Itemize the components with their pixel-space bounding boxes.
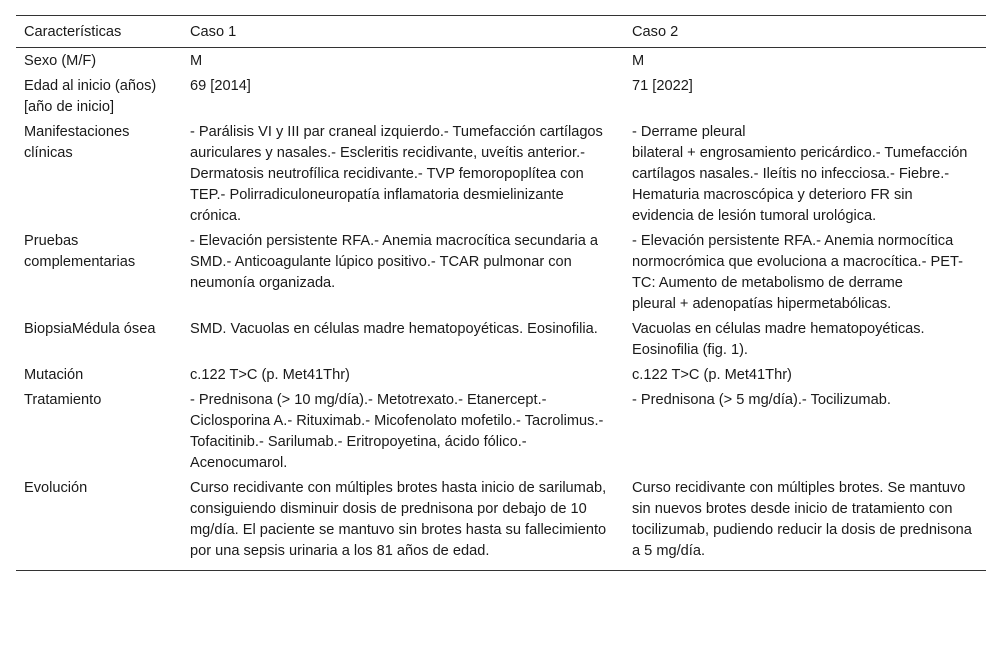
row-label: Pruebas complementarias (24, 233, 136, 270)
caso-1-cell: - Prednisona (> 10 mg/día).- Metotrexato.- Etanercept.- Ciclosporina A.- Rituximab.- Micofenolato mofetilo.- Tacrolimus.- Tofacitinib.- Sarilumab.- Eritropoyetina, ácido fólico.- Acenocumarol. (190, 392, 604, 471)
caso-1-cell: 69 [2014] (190, 78, 251, 94)
caso-2-cell: Curso recidivante con múltiples brotes. Se mantuvo sin nuevos brotes desde inicio de tratamiento con tocilizumab, pudiendo reducir la dosis de prednisona a 5 mg/día. (624, 475, 986, 571)
header-caracteristicas: Características (16, 16, 182, 48)
table-row-mutacion (16, 362, 986, 387)
row-label: Sexo (M/F) (24, 53, 97, 69)
header-caso-2: Caso 2 (624, 16, 986, 48)
row-label: Tratamiento (24, 392, 102, 408)
table-row-edad (16, 73, 986, 119)
table-row-pruebas (16, 228, 986, 316)
caso-2-cell: - Elevación persistente RFA.- Anemia normocítica normocrómica que evoluciona a macrocítica.- PET-TC: Aumento de metabolismo de derrame pleural + adenopatías hipermetabólicas. (632, 233, 963, 312)
row-label: Mutación (24, 367, 84, 383)
row-label: Edad al inicio (años)[año de inicio] (24, 78, 157, 115)
caso-1-cell: M (190, 53, 203, 69)
row-label: Manifestaciones clínicas (24, 124, 130, 161)
header-caso-1: Caso 1 (182, 16, 624, 48)
caso-2-cell: Vacuolas en células madre hematopoyéticas. Eosinofilia (fig. 1). (632, 321, 925, 358)
caso-1-cell: - Elevación persistente RFA.- Anemia macrocítica secundaria a SMD.- Anticoagulante lúpico positivo.- TCAR pulmonar con neumonía organizada. (190, 233, 598, 291)
caso-1-cell: Curso recidivante con múltiples brotes hasta inicio de sarilumab, consiguiendo disminuir dosis de prednisona por debajo de 10 mg/día. El paciente se mantuvo sin brotes hasta su fallecimiento por una sepsis urinaria a los 81 años de edad. (182, 475, 624, 571)
table-row-sexo (16, 48, 986, 74)
caso-2-cell: - Derrame pleural bilateral + engrosamiento pericárdico.- Tumefacción cartílagos nasales.- Ileítis no infecciosa.- Fiebre.- Hematuria macroscópica y deterioro FR sin evidencia de lesión tumoral urológica. (632, 124, 968, 224)
caso-1-cell: SMD. Vacuolas en células madre hematopoyéticas. Eosinofilia. (190, 321, 598, 337)
row-label: Evolución (16, 475, 182, 571)
header-row (16, 16, 986, 48)
table-row-tratamiento (16, 387, 986, 475)
caso-2-cell: c.122 T>C (p. Met41Thr) (632, 367, 792, 383)
clinical-cases-table (16, 15, 986, 571)
table-row-evolucion (16, 475, 986, 571)
caso-2-cell: 71 [2022] (632, 78, 693, 94)
caso-2-cell: M (632, 53, 645, 69)
table-row-biopsia (16, 316, 986, 362)
table-row-manifestaciones (16, 119, 986, 228)
caso-2-cell: - Prednisona (> 5 mg/día).- Tocilizumab. (632, 392, 891, 408)
caso-1-cell: - Parálisis VI y III par craneal izquierdo.- Tumefacción cartílagos auriculares y nasales.- Escleritis recidivante, uveítis anterior.- Dermatosis neutrofílica recidivante.- TVP femoropoplítea con TEP.- Polirradiculoneuropatía inflamatoria desmielinizante crónica. (190, 124, 603, 224)
caso-1-cell: c.122 T>C (p. Met41Thr) (190, 367, 350, 383)
row-label: BiopsiaMédula ósea (24, 321, 156, 337)
